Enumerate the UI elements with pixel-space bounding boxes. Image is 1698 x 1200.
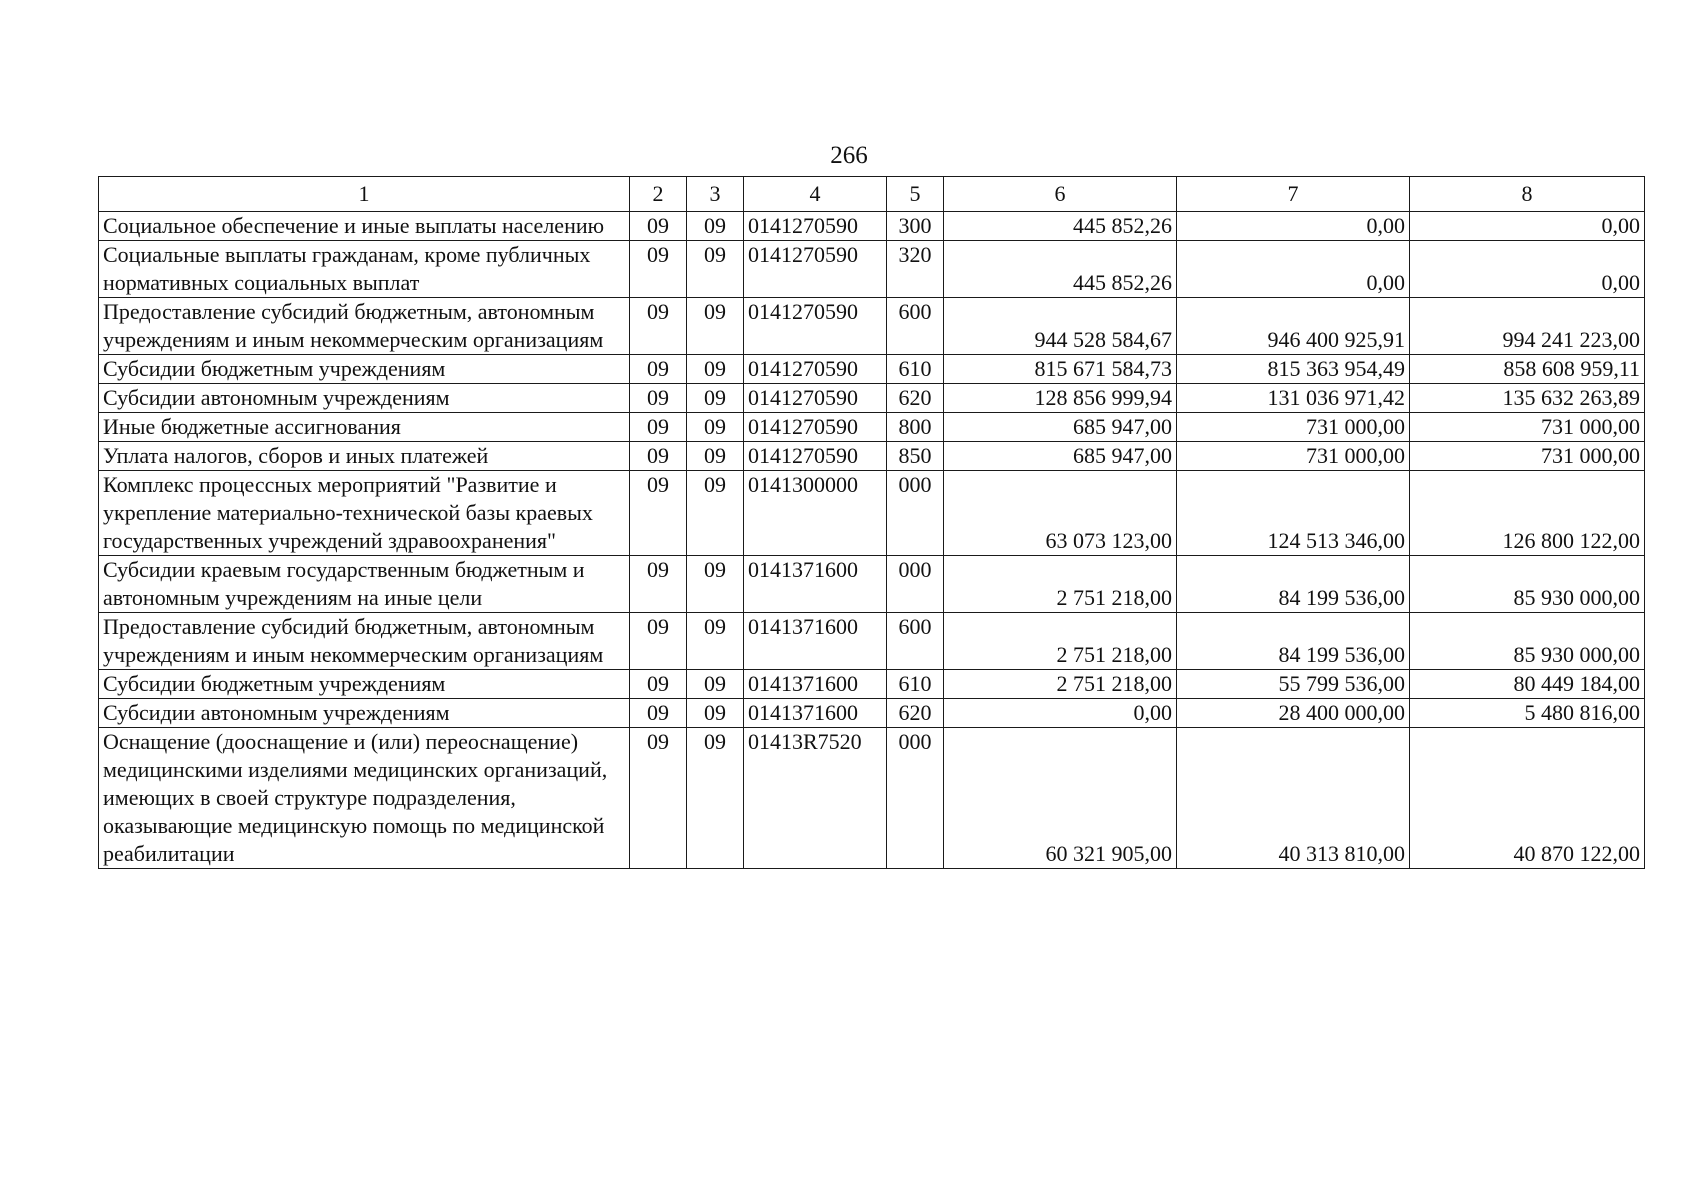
section-code-cell: 09 bbox=[630, 728, 687, 869]
amount-col6-cell: 2 751 218,00 bbox=[944, 613, 1177, 670]
expense-type-cell: 320 bbox=[887, 241, 944, 298]
page-number: 266 bbox=[830, 142, 868, 169]
amount-col8-cell: 40 870 122,00 bbox=[1410, 728, 1645, 869]
target-article-cell: 0141371600 bbox=[744, 613, 887, 670]
row-name-cell: Оснащение (дооснащение и (или) переоснащение) медицинскими изделиями медицинских организаций, имеющих в своей структуре подразделения, оказывающие медицинскую помощь по медицинской реабилитации bbox=[99, 728, 630, 869]
target-article-cell: 01413R7520 bbox=[744, 728, 887, 869]
amount-col6-cell: 685 947,00 bbox=[944, 413, 1177, 442]
column-header: 6 bbox=[944, 177, 1177, 212]
amount-col7-cell: 946 400 925,91 bbox=[1177, 298, 1410, 355]
amount-col6-cell: 0,00 bbox=[944, 699, 1177, 728]
expense-type-cell: 620 bbox=[887, 699, 944, 728]
subsection-code-cell: 09 bbox=[687, 728, 744, 869]
row-name-cell: Субсидии автономным учреждениям bbox=[99, 699, 630, 728]
subsection-code-cell: 09 bbox=[687, 355, 744, 384]
row-name-cell: Социальные выплаты гражданам, кроме публичных нормативных социальных выплат bbox=[99, 241, 630, 298]
budget-table bbox=[98, 176, 1645, 869]
target-article-cell: 0141300000 bbox=[744, 471, 887, 556]
amount-col6-cell: 685 947,00 bbox=[944, 442, 1177, 471]
table-row bbox=[99, 298, 1645, 355]
column-header: 5 bbox=[887, 177, 944, 212]
column-header: 2 bbox=[630, 177, 687, 212]
expense-type-cell: 600 bbox=[887, 298, 944, 355]
amount-col7-cell: 0,00 bbox=[1177, 241, 1410, 298]
subsection-code-cell: 09 bbox=[687, 556, 744, 613]
header-row bbox=[99, 177, 1645, 212]
subsection-code-cell: 09 bbox=[687, 212, 744, 241]
amount-col7-cell: 84 199 536,00 bbox=[1177, 613, 1410, 670]
amount-col8-cell: 126 800 122,00 bbox=[1410, 471, 1645, 556]
amount-col7-cell: 815 363 954,49 bbox=[1177, 355, 1410, 384]
amount-col6-cell: 944 528 584,67 bbox=[944, 298, 1177, 355]
target-article-cell: 0141270590 bbox=[744, 384, 887, 413]
amount-col6-cell: 60 321 905,00 bbox=[944, 728, 1177, 869]
target-article-cell: 0141371600 bbox=[744, 670, 887, 699]
expense-type-cell: 600 bbox=[887, 613, 944, 670]
target-article-cell: 0141270590 bbox=[744, 241, 887, 298]
section-code-cell: 09 bbox=[630, 699, 687, 728]
expense-type-cell: 000 bbox=[887, 556, 944, 613]
subsection-code-cell: 09 bbox=[687, 384, 744, 413]
amount-col8-cell: 85 930 000,00 bbox=[1410, 556, 1645, 613]
expense-type-cell: 300 bbox=[887, 212, 944, 241]
amount-col8-cell: 85 930 000,00 bbox=[1410, 613, 1645, 670]
subsection-code-cell: 09 bbox=[687, 298, 744, 355]
table-row bbox=[99, 384, 1645, 413]
expense-type-cell: 850 bbox=[887, 442, 944, 471]
table-row bbox=[99, 670, 1645, 699]
amount-col8-cell: 0,00 bbox=[1410, 241, 1645, 298]
target-article-cell: 0141270590 bbox=[744, 355, 887, 384]
column-header: 3 bbox=[687, 177, 744, 212]
table-row bbox=[99, 413, 1645, 442]
amount-col8-cell: 80 449 184,00 bbox=[1410, 670, 1645, 699]
row-name-cell: Комплекс процессных мероприятий "Развитие и укрепление материально-технической базы краевых государственных учреждений здравоохранения" bbox=[99, 471, 630, 556]
row-name-cell: Субсидии бюджетным учреждениям bbox=[99, 355, 630, 384]
subsection-code-cell: 09 bbox=[687, 613, 744, 670]
target-article-cell: 0141270590 bbox=[744, 212, 887, 241]
amount-col7-cell: 84 199 536,00 bbox=[1177, 556, 1410, 613]
row-name-cell: Субсидии автономным учреждениям bbox=[99, 384, 630, 413]
row-name-cell: Предоставление субсидий бюджетным, автономным учреждениям и иным некоммерческим организациям bbox=[99, 298, 630, 355]
amount-col8-cell: 994 241 223,00 bbox=[1410, 298, 1645, 355]
subsection-code-cell: 09 bbox=[687, 241, 744, 298]
target-article-cell: 0141270590 bbox=[744, 298, 887, 355]
row-name-cell: Субсидии бюджетным учреждениям bbox=[99, 670, 630, 699]
row-name-cell: Субсидии краевым государственным бюджетным и автономным учреждениям на иные цели bbox=[99, 556, 630, 613]
expense-type-cell: 610 bbox=[887, 355, 944, 384]
amount-col7-cell: 28 400 000,00 bbox=[1177, 699, 1410, 728]
table-row bbox=[99, 212, 1645, 241]
row-name-cell: Социальное обеспечение и иные выплаты населению bbox=[99, 212, 630, 241]
amount-col6-cell: 63 073 123,00 bbox=[944, 471, 1177, 556]
amount-col8-cell: 135 632 263,89 bbox=[1410, 384, 1645, 413]
subsection-code-cell: 09 bbox=[687, 442, 744, 471]
expense-type-cell: 000 bbox=[887, 728, 944, 869]
row-name-cell: Уплата налогов, сборов и иных платежей bbox=[99, 442, 630, 471]
section-code-cell: 09 bbox=[630, 442, 687, 471]
expense-type-cell: 000 bbox=[887, 471, 944, 556]
amount-col8-cell: 5 480 816,00 bbox=[1410, 699, 1645, 728]
target-article-cell: 0141270590 bbox=[744, 413, 887, 442]
column-header: 7 bbox=[1177, 177, 1410, 212]
section-code-cell: 09 bbox=[630, 212, 687, 241]
section-code-cell: 09 bbox=[630, 298, 687, 355]
subsection-code-cell: 09 bbox=[687, 670, 744, 699]
amount-col8-cell: 0,00 bbox=[1410, 212, 1645, 241]
amount-col6-cell: 815 671 584,73 bbox=[944, 355, 1177, 384]
row-name-cell: Иные бюджетные ассигнования bbox=[99, 413, 630, 442]
amount-col6-cell: 445 852,26 bbox=[944, 241, 1177, 298]
amount-col7-cell: 0,00 bbox=[1177, 212, 1410, 241]
table-header bbox=[99, 177, 1645, 212]
subsection-code-cell: 09 bbox=[687, 699, 744, 728]
amount-col6-cell: 2 751 218,00 bbox=[944, 670, 1177, 699]
amount-col8-cell: 858 608 959,11 bbox=[1410, 355, 1645, 384]
table-row bbox=[99, 442, 1645, 471]
section-code-cell: 09 bbox=[630, 556, 687, 613]
section-code-cell: 09 bbox=[630, 355, 687, 384]
table-row bbox=[99, 355, 1645, 384]
amount-col8-cell: 731 000,00 bbox=[1410, 413, 1645, 442]
amount-col7-cell: 124 513 346,00 bbox=[1177, 471, 1410, 556]
amount-col7-cell: 731 000,00 bbox=[1177, 442, 1410, 471]
subsection-code-cell: 09 bbox=[687, 413, 744, 442]
section-code-cell: 09 bbox=[630, 613, 687, 670]
amount-col7-cell: 131 036 971,42 bbox=[1177, 384, 1410, 413]
section-code-cell: 09 bbox=[630, 670, 687, 699]
table-row bbox=[99, 241, 1645, 298]
amount-col7-cell: 731 000,00 bbox=[1177, 413, 1410, 442]
amount-col7-cell: 55 799 536,00 bbox=[1177, 670, 1410, 699]
amount-col6-cell: 2 751 218,00 bbox=[944, 556, 1177, 613]
table-body bbox=[99, 212, 1645, 869]
table-row bbox=[99, 699, 1645, 728]
expense-type-cell: 800 bbox=[887, 413, 944, 442]
table-row bbox=[99, 728, 1645, 869]
subsection-code-cell: 09 bbox=[687, 471, 744, 556]
target-article-cell: 0141371600 bbox=[744, 699, 887, 728]
column-header: 1 bbox=[99, 177, 630, 212]
amount-col8-cell: 731 000,00 bbox=[1410, 442, 1645, 471]
amount-col6-cell: 445 852,26 bbox=[944, 212, 1177, 241]
row-name-cell: Предоставление субсидий бюджетным, автономным учреждениям и иным некоммерческим организациям bbox=[99, 613, 630, 670]
section-code-cell: 09 bbox=[630, 471, 687, 556]
table-row bbox=[99, 471, 1645, 556]
target-article-cell: 0141270590 bbox=[744, 442, 887, 471]
column-header: 4 bbox=[744, 177, 887, 212]
section-code-cell: 09 bbox=[630, 241, 687, 298]
amount-col6-cell: 128 856 999,94 bbox=[944, 384, 1177, 413]
target-article-cell: 0141371600 bbox=[744, 556, 887, 613]
section-code-cell: 09 bbox=[630, 413, 687, 442]
table-row bbox=[99, 613, 1645, 670]
column-header: 8 bbox=[1410, 177, 1645, 212]
expense-type-cell: 610 bbox=[887, 670, 944, 699]
table-row bbox=[99, 556, 1645, 613]
amount-col7-cell: 40 313 810,00 bbox=[1177, 728, 1410, 869]
section-code-cell: 09 bbox=[630, 384, 687, 413]
expense-type-cell: 620 bbox=[887, 384, 944, 413]
